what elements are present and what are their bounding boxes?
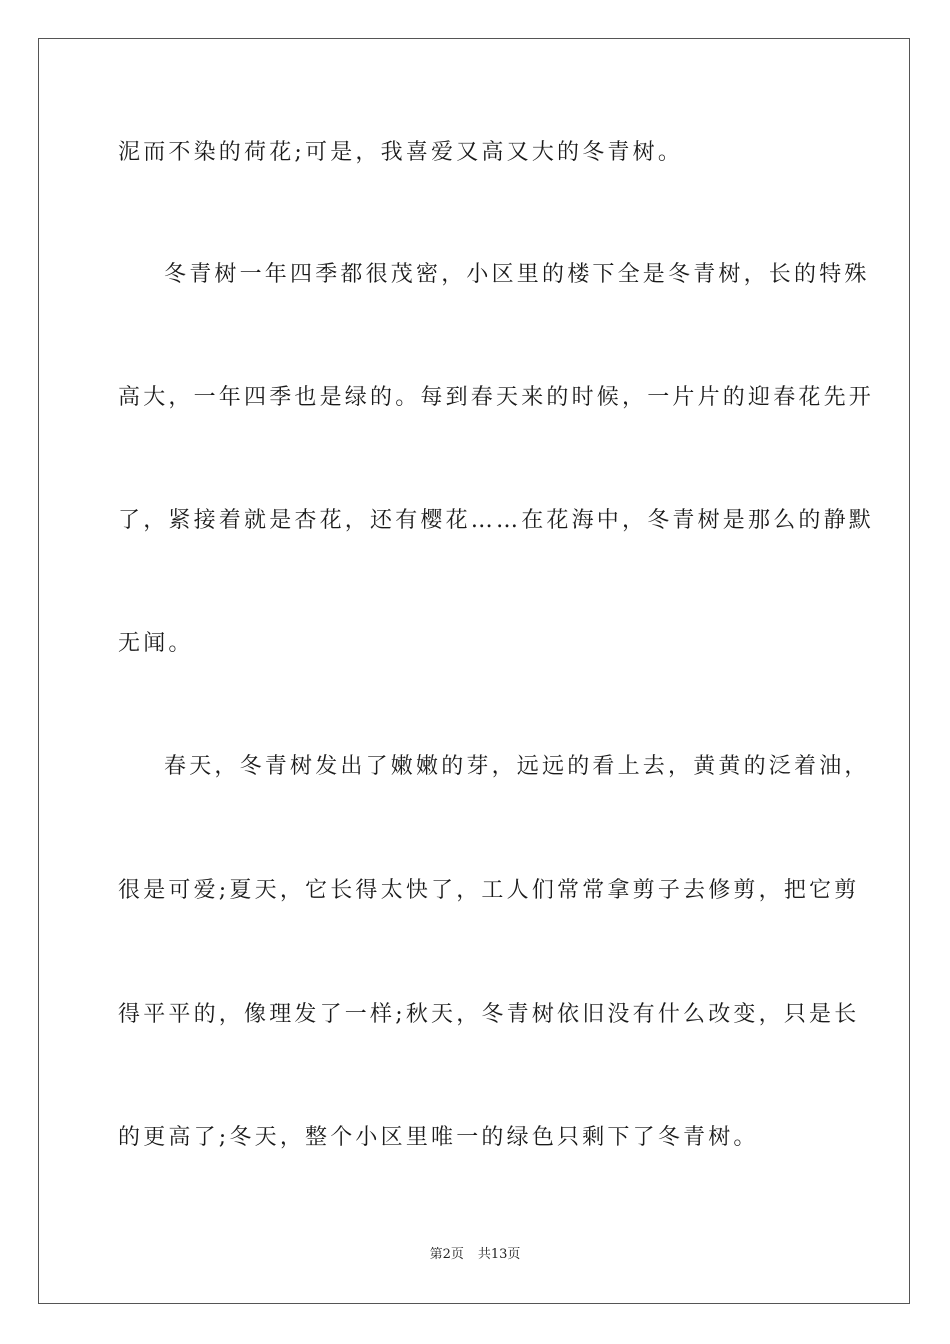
page-number: 第2页 bbox=[429, 1247, 464, 1262]
text-line-5: 无闻。 bbox=[118, 631, 194, 656]
page-total: 共13页 bbox=[477, 1247, 521, 1262]
text-line-2: 冬青树一年四季都很茂密，小区里的楼下全是冬青树，长的特殊 bbox=[164, 262, 870, 287]
page-border bbox=[38, 38, 910, 1304]
text-line-7: 很是可爱;夏天，它长得太快了，工人们常常拿剪子去修剪，把它剪 bbox=[118, 878, 860, 903]
page-footer bbox=[0, 1246, 950, 1264]
text-line-4: 了，紧接着就是杏花，还有樱花……在花海中，冬青树是那么的静默 bbox=[118, 508, 875, 533]
text-line-1: 泥而不染的荷花;可是，我喜爱又高又大的冬青树。 bbox=[118, 140, 684, 165]
text-line-9: 的更高了;冬天，整个小区里唯一的绿色只剩下了冬青树。 bbox=[118, 1125, 759, 1150]
text-line-8: 得平平的，像理发了一样;秋天，冬青树依旧没有什么改变，只是长 bbox=[118, 1002, 860, 1027]
text-line-3: 高大，一年四季也是绿的。每到春天来的时候，一片片的迎春花先开 bbox=[118, 385, 875, 410]
text-line-6: 春天，冬青树发出了嫩嫩的芽，远远的看上去，黄黄的泛着油， bbox=[164, 754, 870, 779]
